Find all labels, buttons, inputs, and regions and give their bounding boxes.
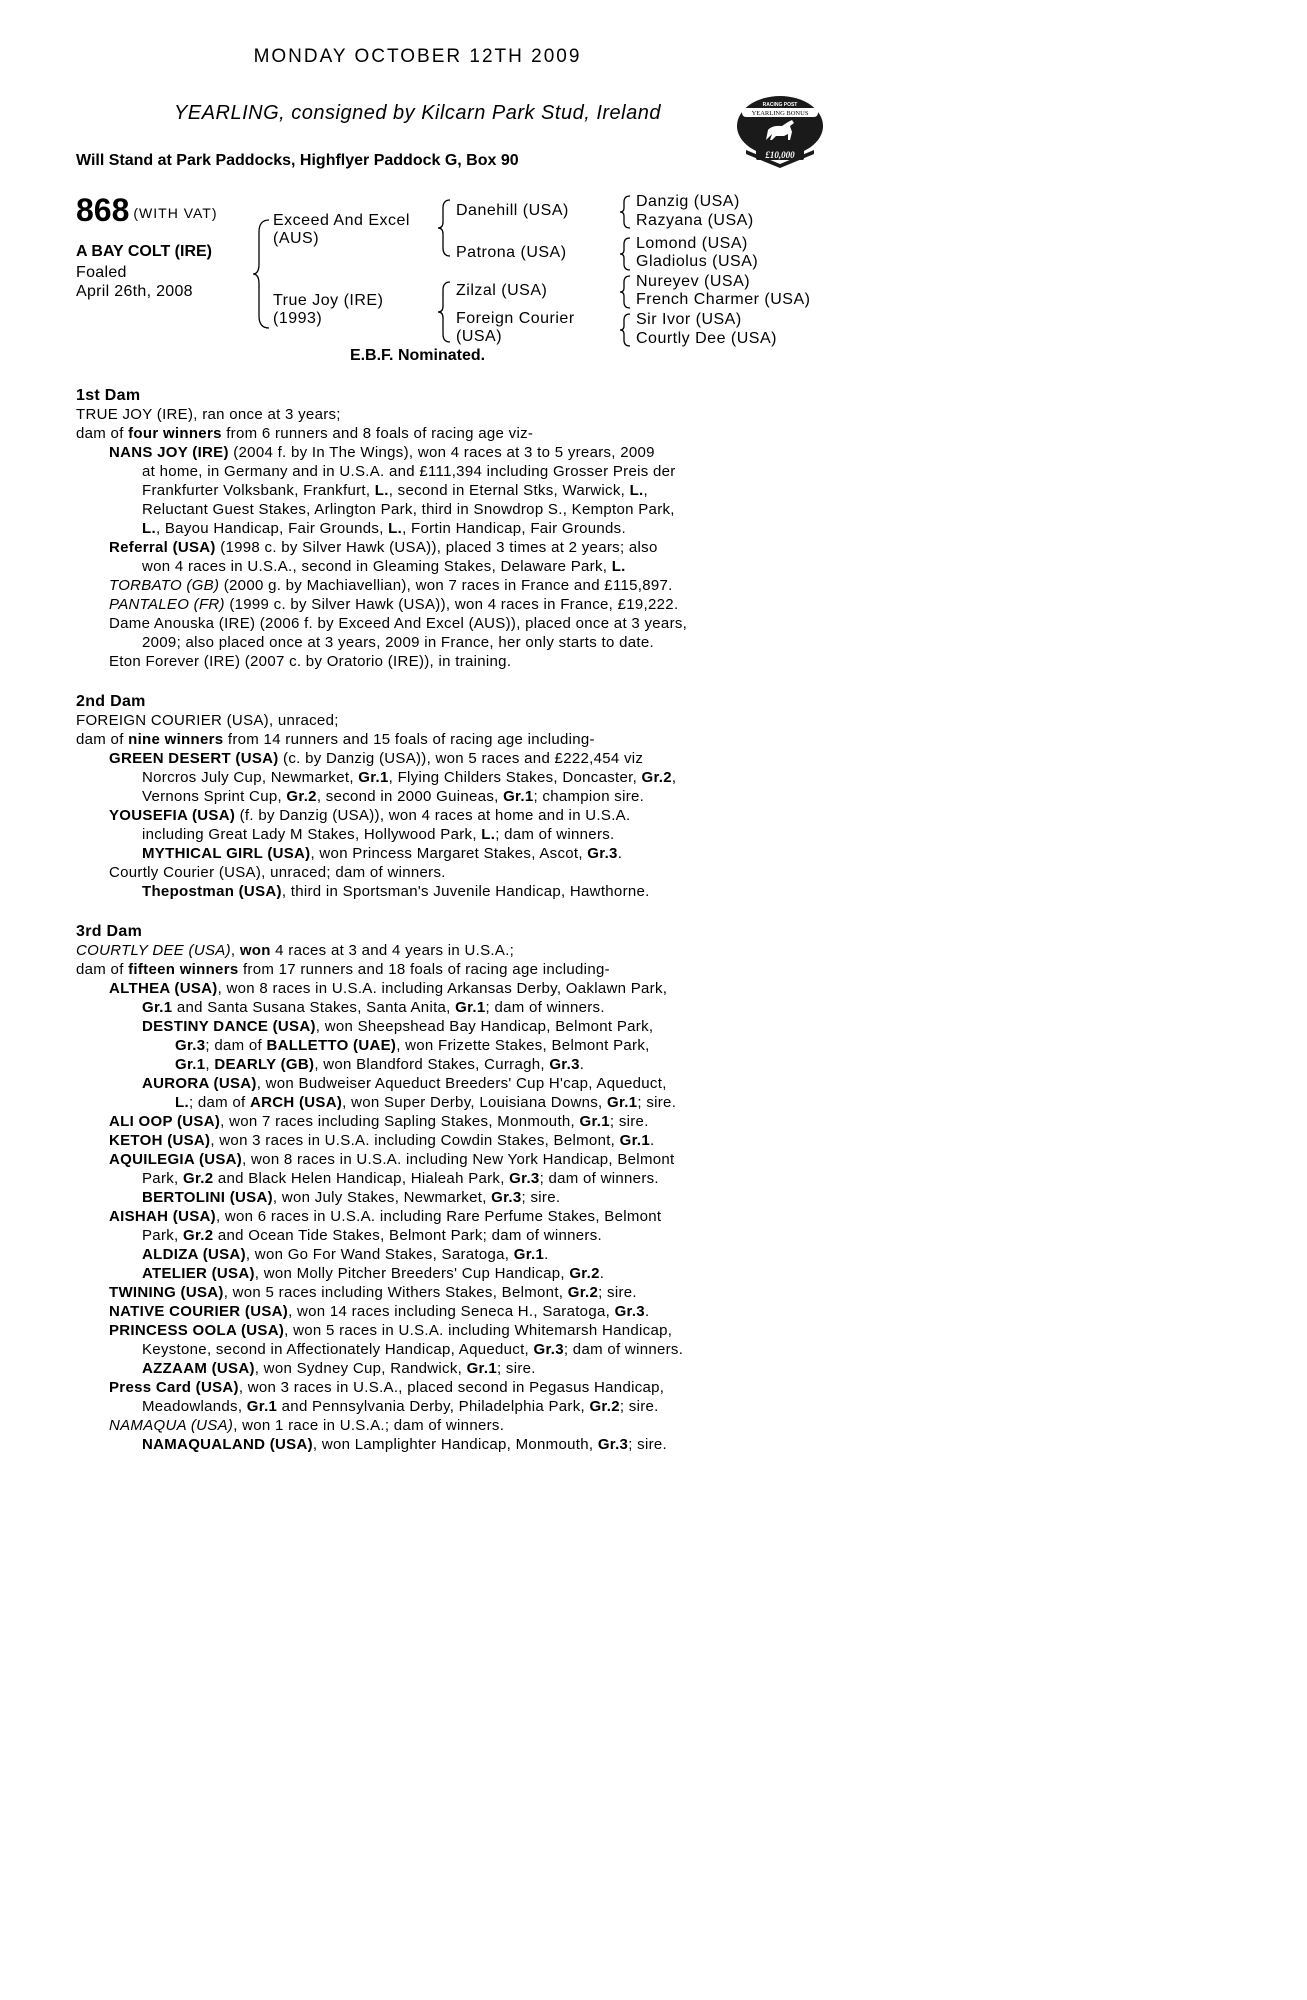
ebf-note: E.B.F. Nominated. bbox=[349, 347, 486, 364]
dam3-produce-line: Park, Gr.2 and Ocean Tide Stakes, Belmont Park; dam of winners. bbox=[142, 1227, 602, 1244]
pedigree-brace-g3-3 bbox=[620, 274, 632, 310]
foaled-date: April 26th, 2008 bbox=[76, 283, 193, 300]
g3-1: Danzig (USA) bbox=[636, 193, 740, 210]
dam1-produce-line: at home, in Germany and in U.S.A. and £111,394 including Grosser Preis der bbox=[142, 463, 676, 480]
dam3-intro-line: dam of fifteen winners from 17 runners and 18 foals of racing age including- bbox=[76, 961, 610, 978]
third-dam-intro bbox=[76, 941, 756, 979]
dam1-intro-line: TRUE JOY (IRE), ran once at 3 years; bbox=[76, 406, 341, 423]
g3-7: Sir Ivor (USA) bbox=[636, 311, 742, 328]
g3-5: Nureyev (USA) bbox=[636, 273, 751, 290]
dam1-produce-line: L., Bayou Handicap, Fair Grounds, L., Fortin Handicap, Fair Grounds. bbox=[142, 520, 626, 537]
sire-dam: Patrona (USA) bbox=[456, 244, 567, 261]
dam2-produce-line: Vernons Sprint Cup, Gr.2, second in 2000 Guineas, Gr.1; champion sire. bbox=[142, 788, 645, 805]
dam1-produce-line: won 4 races in U.S.A., second in Gleaming Stakes, Delaware Park, L. bbox=[142, 558, 626, 575]
dam2-produce-line: Courtly Courier (USA), unraced; dam of winners. bbox=[109, 864, 446, 881]
dam-year: (1993) bbox=[273, 310, 323, 327]
stand-location: Will Stand at Park Paddocks, Highflyer Paddock G, Box 90 bbox=[76, 152, 519, 169]
dam3-produce-line: AZZAAM (USA), won Sydney Cup, Randwick, Gr.1; sire. bbox=[142, 1360, 536, 1377]
dam3-produce-line: Meadowlands, Gr.1 and Pennsylvania Derby, Philadelphia Park, Gr.2; sire. bbox=[142, 1398, 659, 1415]
pedigree-brace-g3-1 bbox=[620, 194, 632, 230]
sire-sire: Danehill (USA) bbox=[456, 202, 569, 219]
dam3-intro-line: COURTLY DEE (USA), won 4 races at 3 and 4 years in U.S.A.; bbox=[76, 942, 515, 959]
badge-middle-text: YEARLING BONUS bbox=[751, 110, 809, 117]
dam3-produce-line: Gr.1 and Santa Susana Stakes, Santa Anita, Gr.1; dam of winners. bbox=[142, 999, 605, 1016]
dam3-produce-line: L.; dam of ARCH (USA), won Super Derby, Louisiana Downs, Gr.1; sire. bbox=[175, 1094, 677, 1111]
dam3-produce-line: DESTINY DANCE (USA), won Sheepshead Bay Handicap, Belmont Park, bbox=[142, 1018, 654, 1035]
dam3-produce-line: NAMAQUALAND (USA), won Lamplighter Handicap, Monmouth, Gr.3; sire. bbox=[142, 1436, 667, 1453]
dam3-produce-line: ATELIER (USA), won Molly Pitcher Breeders' Cup Handicap, Gr.2. bbox=[142, 1265, 605, 1282]
second-dam-produce bbox=[76, 749, 756, 901]
g3-2: Razyana (USA) bbox=[636, 212, 754, 229]
dam-sire: Zilzal (USA) bbox=[456, 282, 548, 299]
g3-4: Gladiolus (USA) bbox=[636, 253, 759, 270]
consignor-line: YEARLING, consigned by Kilcarn Park Stud, Ireland bbox=[174, 102, 661, 124]
second-dam-title: 2nd Dam bbox=[76, 693, 146, 710]
g3-6: French Charmer (USA) bbox=[636, 291, 811, 308]
third-dam-produce bbox=[76, 979, 756, 1454]
dam2-intro-line: dam of nine winners from 14 runners and 15 foals of racing age including- bbox=[76, 731, 595, 748]
pedigree-brace-main bbox=[253, 218, 273, 330]
sire-country: (AUS) bbox=[273, 230, 320, 247]
dam1-produce-line: Referral (USA) (1998 c. by Silver Hawk (USA)), placed 3 times at 2 years; also bbox=[109, 539, 658, 556]
first-dam-intro bbox=[76, 405, 756, 443]
g3-3: Lomond (USA) bbox=[636, 235, 748, 252]
dam3-produce-line: ALTHEA (USA), won 8 races in U.S.A. including Arkansas Derby, Oaklawn Park, bbox=[109, 980, 668, 997]
yearling-bonus-badge bbox=[732, 92, 828, 168]
dam2-produce-line: MYTHICAL GIRL (USA), won Princess Margaret Stakes, Ascot, Gr.3. bbox=[142, 845, 623, 862]
first-dam-title: 1st Dam bbox=[76, 387, 141, 404]
first-dam-produce bbox=[76, 443, 756, 671]
dam3-produce-line: ALDIZA (USA), won Go For Wand Stakes, Saratoga, Gr.1. bbox=[142, 1246, 549, 1263]
pedigree-brace-dam bbox=[438, 280, 452, 344]
dam3-produce-line: ALI OOP (USA), won 7 races including Sapling Stakes, Monmouth, Gr.1; sire. bbox=[109, 1113, 649, 1130]
dam3-produce-line: NAMAQUA (USA), won 1 race in U.S.A.; dam of winners. bbox=[109, 1417, 505, 1434]
first-dam-section bbox=[76, 386, 756, 671]
dam-dam bbox=[456, 310, 575, 346]
dam3-produce-line: Press Card (USA), won 3 races in U.S.A., placed second in Pegasus Handicap, bbox=[109, 1379, 665, 1396]
dam1-produce-line: Eton Forever (IRE) (2007 c. by Oratorio (IRE)), in training. bbox=[109, 653, 512, 670]
lot-number: 868 bbox=[76, 192, 130, 228]
g3-8: Courtly Dee (USA) bbox=[636, 330, 777, 347]
badge-top-text: RACING POST bbox=[762, 102, 798, 108]
second-dam-section bbox=[76, 692, 756, 901]
dam1-produce-line: Dame Anouska (IRE) (2006 f. by Exceed And Excel (AUS)), placed once at 3 years, bbox=[109, 615, 688, 632]
pedigree-brace-g3-4 bbox=[620, 312, 632, 348]
dam2-produce-line: including Great Lady M Stakes, Hollywood Park, L.; dam of winners. bbox=[142, 826, 615, 843]
sire-name: Exceed And Excel bbox=[273, 212, 410, 229]
dam3-produce-line: Keystone, second in Affectionately Handicap, Aqueduct, Gr.3; dam of winners. bbox=[142, 1341, 684, 1358]
pedigree-sire bbox=[273, 212, 410, 248]
badge-amount: £10,000 bbox=[765, 150, 795, 160]
dam1-produce-line: Frankfurter Volksbank, Frankfurt, L., second in Eternal Stks, Warwick, L., bbox=[142, 482, 648, 499]
dam3-produce-line: NATIVE COURIER (USA), won 14 races including Seneca H., Saratoga, Gr.3. bbox=[109, 1303, 650, 1320]
foaled-label: Foaled bbox=[76, 264, 127, 281]
pedigree-brace-g3-2 bbox=[620, 236, 632, 272]
dam3-produce-line: KETOH (USA), won 3 races in U.S.A. including Cowdin Stakes, Belmont, Gr.1. bbox=[109, 1132, 655, 1149]
pedigree-brace-sire bbox=[438, 198, 452, 258]
dam1-produce-line: PANTALEO (FR) (1999 c. by Silver Hawk (USA)), won 4 races in France, £19,222. bbox=[109, 596, 679, 613]
dam1-intro-line: dam of four winners from 6 runners and 8 foals of racing age viz- bbox=[76, 425, 534, 442]
dam2-produce-line: Norcros July Cup, Newmarket, Gr.1, Flying Childers Stakes, Doncaster, Gr.2, bbox=[142, 769, 677, 786]
lot-number-block bbox=[76, 194, 218, 229]
dam3-produce-line: TWINING (USA), won 5 races including Withers Stakes, Belmont, Gr.2; sire. bbox=[109, 1284, 637, 1301]
dam1-produce-line: Reluctant Guest Stakes, Arlington Park, third in Snowdrop S., Kempton Park, bbox=[142, 501, 675, 518]
vat-note: (WITH VAT) bbox=[133, 204, 218, 221]
dam3-produce-line: Gr.3; dam of BALLETTO (UAE), won Frizette Stakes, Belmont Park, bbox=[175, 1037, 650, 1054]
dam3-produce-line: AQUILEGIA (USA), won 8 races in U.S.A. including New York Handicap, Belmont bbox=[109, 1151, 675, 1168]
dam-dam-name: Foreign Courier bbox=[456, 310, 575, 327]
third-dam-title: 3rd Dam bbox=[76, 923, 143, 940]
pedigree-dam bbox=[273, 292, 383, 328]
dam3-produce-line: AISHAH (USA), won 6 races in U.S.A. including Rare Perfume Stakes, Belmont bbox=[109, 1208, 662, 1225]
yearling-bonus-badge-graphic bbox=[732, 92, 828, 168]
lot-name: A BAY COLT (IRE) bbox=[76, 243, 213, 260]
second-dam-intro bbox=[76, 711, 756, 749]
dam1-produce-line: 2009; also placed once at 3 years, 2009 in France, her only starts to date. bbox=[142, 634, 654, 651]
dam2-produce-line: Thepostman (USA), third in Sportsman's Juvenile Handicap, Hawthorne. bbox=[142, 883, 650, 900]
dam3-produce-line: AURORA (USA), won Budweiser Aqueduct Breeders' Cup H'cap, Aqueduct, bbox=[142, 1075, 667, 1092]
dam3-produce-line: Park, Gr.2 and Black Helen Handicap, Hialeah Park, Gr.3; dam of winners. bbox=[142, 1170, 659, 1187]
dam2-produce-line: YOUSEFIA (USA) (f. by Danzig (USA)), won 4 races at home and in U.S.A. bbox=[109, 807, 631, 824]
dam-name: True Joy (IRE) bbox=[273, 292, 384, 309]
dam3-produce-line: BERTOLINI (USA), won July Stakes, Newmarket, Gr.3; sire. bbox=[142, 1189, 561, 1206]
sale-date: MONDAY OCTOBER 12TH 2009 bbox=[253, 46, 582, 67]
dam-dam-country: (USA) bbox=[456, 328, 503, 345]
dam2-intro-line: FOREIGN COURIER (USA), unraced; bbox=[76, 712, 339, 729]
dam1-produce-line: TORBATO (GB) (2000 g. by Machiavellian), won 7 races in France and £115,897. bbox=[109, 577, 673, 594]
dam3-produce-line: Gr.1, DEARLY (GB), won Blandford Stakes, Curragh, Gr.3. bbox=[175, 1056, 585, 1073]
dam1-produce-line: NANS JOY (IRE) (2004 f. by In The Wings), won 4 races at 3 to 5 yrears, 2009 bbox=[109, 444, 655, 461]
dam2-produce-line: GREEN DESERT (USA) (c. by Danzig (USA)), won 5 races and £222,454 viz bbox=[109, 750, 644, 767]
dam3-produce-line: PRINCESS OOLA (USA), won 5 races in U.S.A. including Whitemarsh Handicap, bbox=[109, 1322, 673, 1339]
third-dam-section bbox=[76, 922, 756, 1454]
foaled-block bbox=[76, 263, 193, 301]
